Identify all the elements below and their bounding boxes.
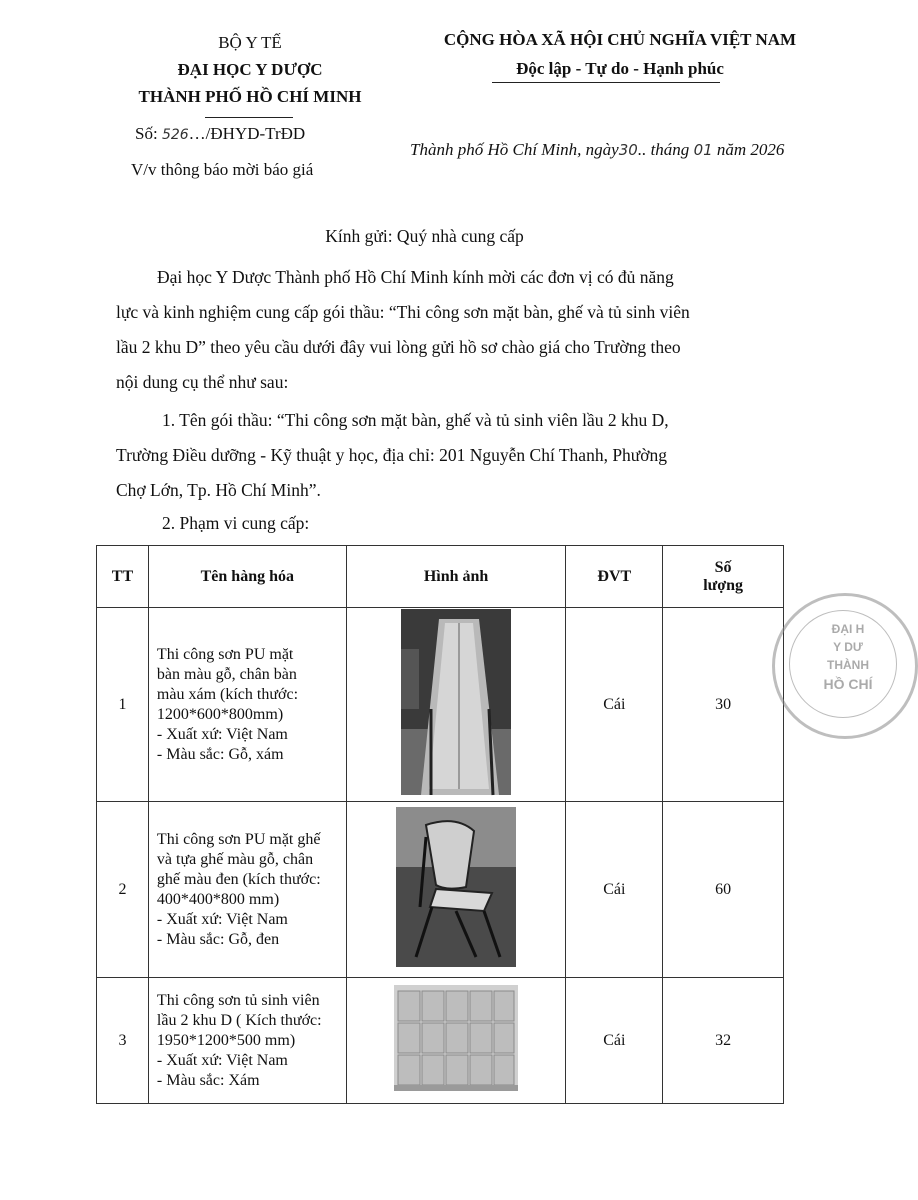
table-row bbox=[97, 978, 784, 1104]
header-goods-name: Tên hàng hóa bbox=[148, 546, 346, 608]
desc-line: lầu 2 khu D ( Kích thước: bbox=[156, 1011, 322, 1029]
scope-heading: 2. Phạm vi cung cấp: bbox=[162, 513, 310, 533]
header-quantity-line1: Số bbox=[714, 558, 732, 576]
stamp-text-line4: HỒ CHÍ bbox=[823, 676, 873, 692]
desc-line: Thi công sơn PU mặt ghế bbox=[156, 830, 321, 848]
document-subject: V/v thông báo mời báo giá bbox=[131, 160, 314, 179]
row-quantity: 30 bbox=[663, 608, 784, 802]
date-suffix: năm 2026 bbox=[712, 140, 785, 159]
row-image-cell bbox=[346, 608, 566, 802]
desc-line: - Xuất xứ: Việt Nam bbox=[156, 725, 288, 743]
intro-line-4: nội dung cụ thể như sau: bbox=[116, 372, 289, 392]
desc-line: 400*400*800 mm) bbox=[156, 890, 280, 908]
desc-line: Thi công sơn tủ sinh viên bbox=[156, 991, 320, 1009]
desc-line: - Xuất xứ: Việt Nam bbox=[156, 910, 288, 928]
university-name-line2: THÀNH PHỐ HỒ CHÍ MINH bbox=[138, 87, 362, 106]
desc-line: ghế màu đen (kích thước: bbox=[156, 870, 321, 888]
intro-line-1: Đại học Y Dược Thành phố Hồ Chí Minh kính mời các đơn vị có đủ năng bbox=[157, 267, 674, 287]
package-line-2: Trường Điều dưỡng - Kỹ thuật y học, địa chỉ: 201 Nguyễn Chí Thanh, Phường bbox=[116, 445, 668, 465]
national-motto: Độc lập - Tự do - Hạnh phúc bbox=[516, 59, 724, 78]
header-tt: TT bbox=[97, 546, 149, 608]
row-image-cell bbox=[346, 802, 566, 978]
date-prefix: Thành phố Hồ Chí Minh, ngày bbox=[410, 140, 619, 159]
country-name: CỘNG HÒA XÃ HỘI CHỦ NGHĨA VIỆT NAM bbox=[443, 30, 797, 49]
stamp-text-line2: Y DƯ bbox=[833, 640, 863, 654]
intro-paragraph bbox=[116, 260, 776, 400]
header-right-underline bbox=[492, 82, 720, 83]
header-image: Hình ảnh bbox=[346, 546, 566, 608]
official-stamp bbox=[772, 593, 918, 739]
row-tt: 1 bbox=[97, 608, 149, 802]
document-date bbox=[410, 140, 784, 160]
document-number bbox=[135, 124, 305, 144]
stamp-text-line1: ĐẠI H bbox=[831, 622, 865, 636]
row-unit: Cái bbox=[566, 978, 663, 1104]
intro-line-2: lực và kinh nghiệm cung cấp gói thầu: “Thi công sơn mặt bàn, ghế và tủ sinh viên bbox=[116, 302, 690, 322]
row-quantity: 60 bbox=[663, 802, 784, 978]
table-header-row bbox=[97, 546, 784, 608]
desc-line: 1950*1200*500 mm) bbox=[156, 1031, 296, 1049]
package-name-paragraph bbox=[116, 403, 776, 508]
document-number-suffix: …/ĐHYD-TrĐD bbox=[188, 124, 306, 143]
header-unit: ĐVT bbox=[566, 546, 663, 608]
desc-line: Thi công sơn PU mặt bbox=[156, 645, 294, 663]
document-number-handwritten: 526 bbox=[161, 127, 189, 143]
desc-line: bàn màu gỗ, chân bàn bbox=[156, 665, 297, 683]
table-row bbox=[97, 608, 784, 802]
desc-line: - Màu sắc: Gỗ, đen bbox=[156, 930, 280, 948]
university-name-line1: ĐẠI HỌC Y DƯỢC bbox=[177, 60, 323, 79]
ministry-name: BỘ Y TẾ bbox=[218, 33, 282, 52]
row-unit: Cái bbox=[566, 608, 663, 802]
row-tt: 2 bbox=[97, 802, 149, 978]
row-description bbox=[148, 608, 346, 802]
row-image-cell bbox=[346, 978, 566, 1104]
desc-line: 1200*600*800mm) bbox=[156, 705, 284, 723]
desc-line: - Màu sắc: Gỗ, xám bbox=[156, 745, 284, 763]
row-description bbox=[148, 978, 346, 1104]
locker-photo bbox=[394, 985, 518, 1091]
date-day-handwritten: 30 bbox=[618, 141, 638, 159]
row-tt: 3 bbox=[97, 978, 149, 1104]
desc-line: và tựa ghế màu gỗ, chân bbox=[156, 850, 314, 868]
stamp-text-line3: THÀNH bbox=[827, 658, 869, 672]
desc-line: màu xám (kích thước: bbox=[156, 685, 299, 703]
table-row bbox=[97, 802, 784, 978]
row-description bbox=[148, 802, 346, 978]
chair-photo bbox=[396, 807, 516, 967]
desk-photo bbox=[401, 609, 511, 795]
date-month-handwritten: 01 bbox=[693, 141, 713, 159]
package-line-1: 1. Tên gói thầu: “Thi công sơn mặt bàn, ghế và tủ sinh viên lầu 2 khu D, bbox=[162, 410, 669, 430]
date-mid: .. tháng bbox=[637, 140, 694, 159]
goods-table bbox=[96, 545, 784, 1104]
header-left-underline bbox=[205, 117, 293, 118]
row-unit: Cái bbox=[566, 802, 663, 978]
intro-line-3: lầu 2 khu D” theo yêu cầu dưới đây vui lòng gửi hồ sơ chào giá cho Trường theo bbox=[116, 337, 681, 357]
salutation: Kính gửi: Quý nhà cung cấp bbox=[325, 226, 524, 246]
desc-line: - Màu sắc: Xám bbox=[156, 1071, 260, 1089]
desc-line: - Xuất xứ: Việt Nam bbox=[156, 1051, 288, 1069]
row-quantity: 32 bbox=[663, 978, 784, 1104]
header-quantity bbox=[663, 546, 784, 608]
document-number-prefix: Số: bbox=[135, 124, 162, 143]
header-quantity-line2: lượng bbox=[703, 576, 744, 594]
package-line-3: Chợ Lớn, Tp. Hồ Chí Minh”. bbox=[116, 480, 321, 500]
